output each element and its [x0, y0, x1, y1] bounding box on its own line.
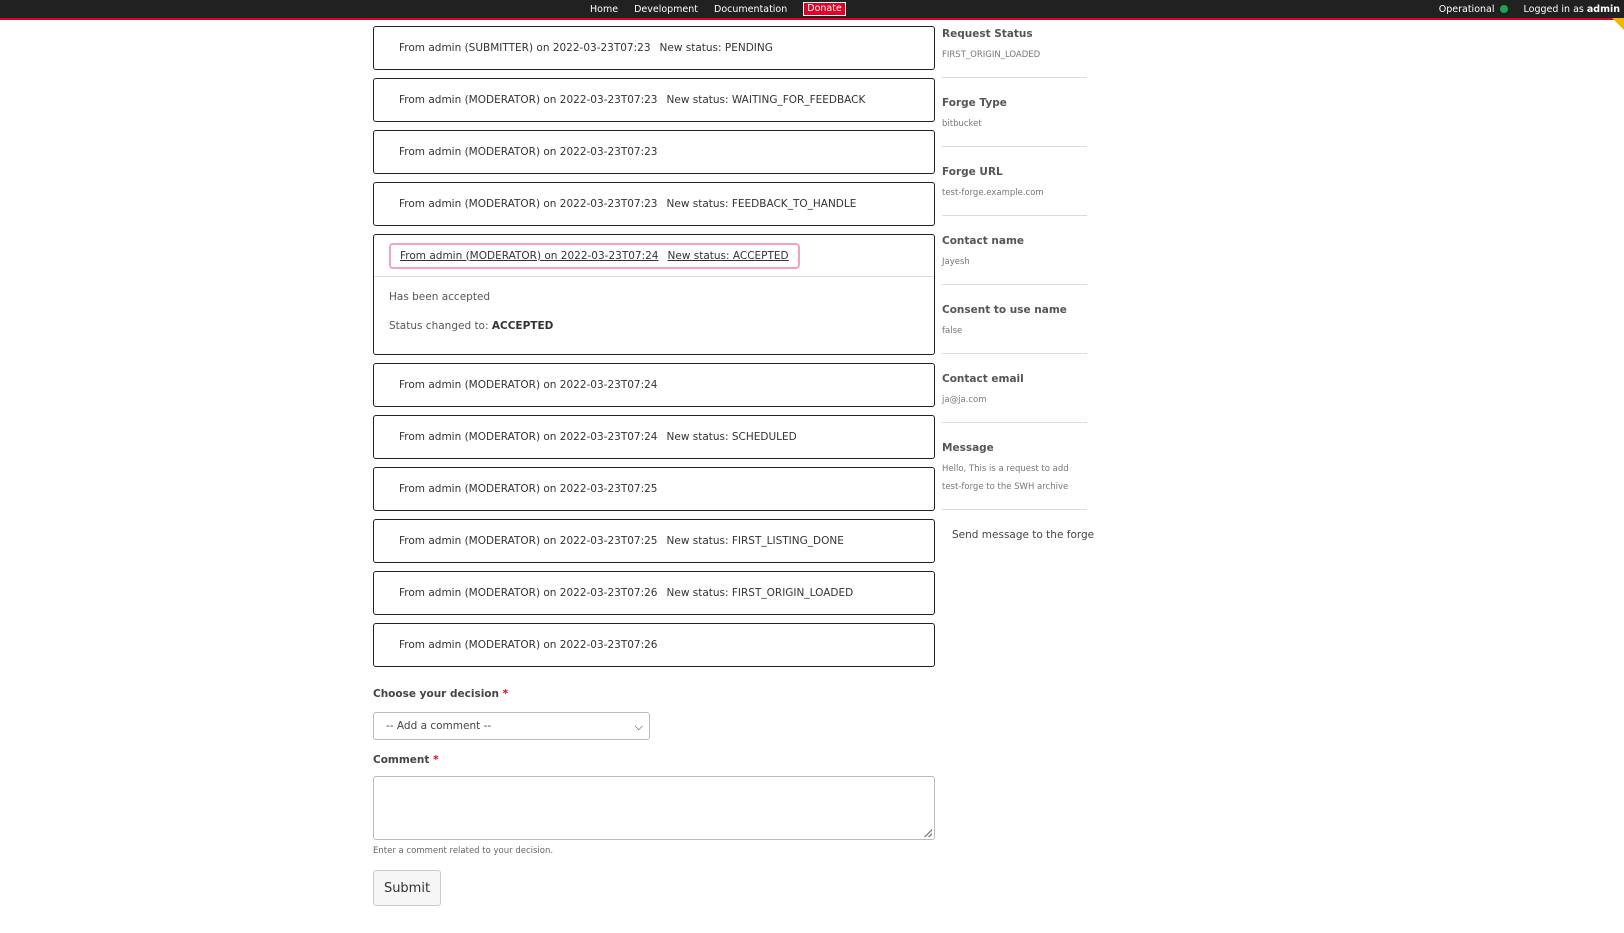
history-item-author: From admin (MODERATOR) on 2022-03-23T07:23	[399, 198, 658, 210]
history-item-author: From admin (MODERATOR) on 2022-03-23T07:26	[399, 639, 658, 651]
comment-textarea[interactable]	[373, 776, 935, 840]
history-item-author: From admin (MODERATOR) on 2022-03-23T07:24	[399, 379, 658, 391]
send-message-link[interactable]: Send message to the forge	[952, 529, 1095, 541]
history-item-status: New status: FEEDBACK_TO_HANDLE	[666, 198, 857, 210]
history-item-author: From admin (SUBMITTER) on 2022-03-23T07:23	[399, 42, 651, 54]
decision-selected-value: -- Add a comment --	[386, 720, 492, 732]
history-item-status: New status: FIRST_LISTING_DONE	[666, 535, 844, 547]
detail-value: test-forge.example.com	[942, 188, 1044, 198]
nav-documentation-link[interactable]: Documentation	[714, 3, 788, 15]
detail-forge-type	[942, 97, 1087, 147]
resize-handle-icon[interactable]	[924, 829, 932, 837]
required-marker: *	[433, 754, 439, 766]
history-item-author: From admin (MODERATOR) on 2022-03-23T07:25	[399, 483, 658, 495]
history-item	[373, 78, 935, 122]
history-item	[373, 467, 935, 511]
history-item-header[interactable]	[374, 468, 934, 510]
history-item-status: New status: WAITING_FOR_FEEDBACK	[666, 94, 866, 106]
detail-value: FIRST_ORIGIN_LOADED	[942, 50, 1041, 60]
history-item-author: From admin (MODERATOR) on 2022-03-23T07:24	[400, 249, 659, 262]
user-status-area	[1439, 0, 1620, 18]
history-item-author: From admin (MODERATOR) on 2022-03-23T07:23	[399, 94, 658, 106]
detail-value: ja@ja.com	[942, 395, 987, 405]
history-item-author: From admin (MODERATOR) on 2022-03-23T07:23	[399, 146, 658, 158]
status-change-label: Status changed to:	[389, 320, 489, 332]
history-item-header[interactable]	[374, 131, 934, 173]
history-item-status: New status: PENDING	[659, 42, 773, 54]
history-item	[373, 26, 935, 70]
detail-label: Contact email	[942, 373, 1024, 385]
request-history-accordion	[373, 26, 935, 675]
history-item-author: From admin (MODERATOR) on 2022-03-23T07:26	[399, 587, 658, 599]
status-indicator-icon	[1500, 5, 1508, 13]
history-item	[373, 571, 935, 615]
decision-form	[373, 688, 935, 896]
comment-label	[373, 754, 439, 766]
history-item-header[interactable]	[374, 416, 934, 458]
detail-value: bitbucket	[942, 119, 982, 129]
history-item-header[interactable]	[374, 364, 934, 406]
nav-home-link[interactable]: Home	[590, 3, 619, 15]
history-item-status: New status: SCHEDULED	[666, 431, 797, 443]
history-item-author: From admin (MODERATOR) on 2022-03-23T07:24	[399, 431, 658, 443]
top-navbar	[0, 0, 1624, 20]
nav-development-link[interactable]: Development	[634, 3, 699, 15]
history-item	[373, 182, 935, 226]
comment-hint: Enter a comment related to your decision.	[373, 846, 554, 856]
detail-contact-name	[942, 235, 1087, 285]
detail-consent	[942, 304, 1087, 354]
comment-label-text: Comment	[373, 754, 430, 766]
decision-label-text: Choose your decision	[373, 688, 499, 700]
detail-label: Contact name	[942, 235, 1025, 247]
detail-label: Request Status	[942, 28, 1033, 40]
history-item-header	[374, 235, 934, 277]
decision-label	[373, 688, 935, 700]
history-item	[373, 363, 935, 407]
history-item-header[interactable]	[374, 572, 934, 614]
logged-in-label: Logged in as	[1523, 3, 1584, 15]
request-details-panel	[942, 28, 1095, 541]
status-label[interactable]: Operational	[1438, 3, 1495, 15]
history-item-expanded	[373, 234, 935, 355]
history-item	[373, 130, 935, 174]
history-item-header[interactable]	[374, 624, 934, 666]
history-item-author: From admin (MODERATOR) on 2022-03-23T07:25	[399, 535, 658, 547]
detail-contact-email	[942, 373, 1087, 423]
history-item-status: New status: ACCEPTED	[667, 249, 789, 262]
history-item-header[interactable]	[374, 79, 934, 121]
donate-button[interactable]: Donate	[803, 2, 846, 16]
submit-button[interactable]: Submit	[373, 870, 441, 906]
detail-label: Message	[942, 442, 994, 454]
detail-request-status	[942, 28, 1087, 78]
detail-label: Consent to use name	[942, 304, 1067, 316]
history-item-message: Has been accepted	[389, 291, 491, 303]
corner-ribbon	[1612, 18, 1624, 30]
required-marker: *	[502, 688, 509, 700]
detail-value: Jayesh	[942, 257, 970, 267]
history-item-header[interactable]	[374, 27, 934, 69]
detail-label: Forge Type	[942, 97, 1007, 109]
history-item-header[interactable]	[374, 183, 934, 225]
history-item	[373, 519, 935, 563]
username-link[interactable]: admin	[1586, 3, 1620, 15]
detail-label: Forge URL	[942, 166, 1003, 178]
detail-value: Hello, This is a request to add test-forge to the SWH archive	[942, 464, 1069, 492]
detail-message	[942, 442, 1087, 510]
status-change-line	[389, 320, 919, 332]
main-nav	[590, 0, 862, 18]
detail-value: false	[942, 326, 963, 336]
history-item-status: New status: FIRST_ORIGIN_LOADED	[666, 587, 854, 599]
history-item-toggle[interactable]	[389, 243, 800, 269]
history-item-body	[374, 277, 934, 354]
chevron-down-icon: ⌵	[634, 720, 643, 733]
decision-select[interactable]	[373, 712, 650, 740]
history-item	[373, 623, 935, 667]
detail-forge-url	[942, 166, 1087, 216]
history-item-header[interactable]	[374, 520, 934, 562]
history-item	[373, 415, 935, 459]
status-change-value: ACCEPTED	[491, 320, 554, 332]
